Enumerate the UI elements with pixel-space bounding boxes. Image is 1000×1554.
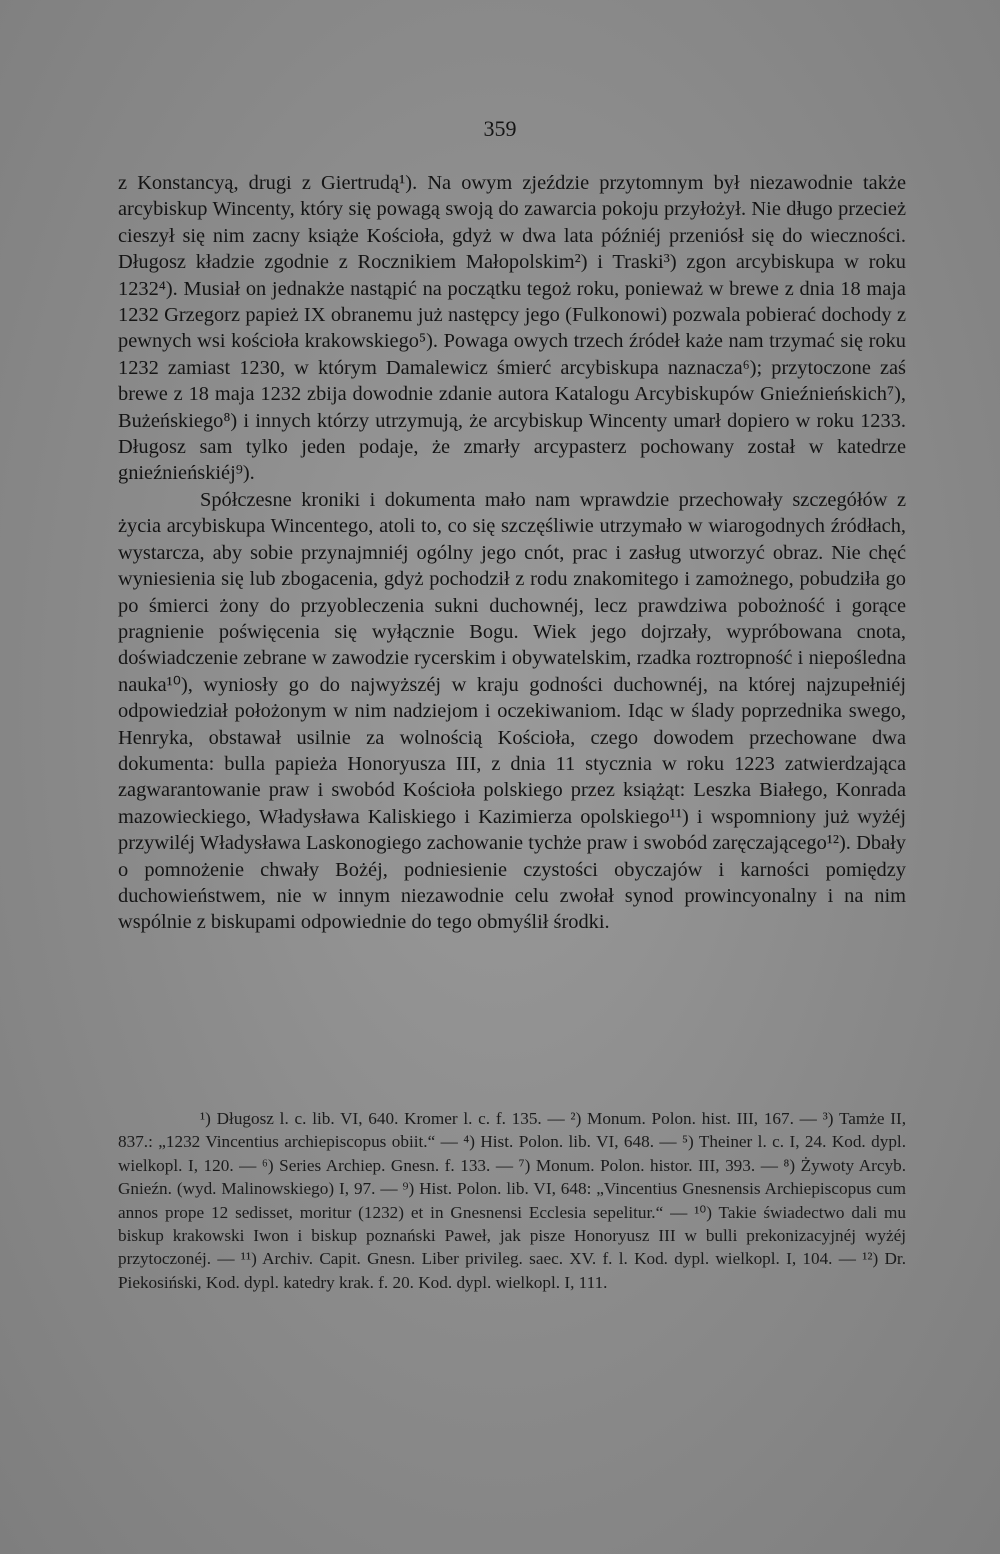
footnotes-text: ¹) Długosz l. c. lib. VI, 640. Kromer l. c. f. 135. — ²) Monum. Polon. hist. III, 167. — ³) Tamże II, 837.: „1232 Vincentius archiepiscopus obiit.“ — ⁴) Hist. Polon. lib. VI, 648. — ⁵) Theiner l. c. I, 24. Kod. dypl. wielkopl. I, 120. — ⁶) Series Archiep. Gnesn. f. 133. — ⁷) Monum. Polon. histor. III, 393. — ⁸) Żywoty Arcyb. Gnieźn. (wyd. Malinowskiego) I, 97. — ⁹) Hist. Polon. lib. VI, 648: „Vincentius Gnesnensis Archiepiscopus cum annos prope 12 sedisset, moritur (1232) et in Gnesnensi Ecclesia sepelitur.“ — ¹⁰) Takie świadectwo dali mu biskup krakowski Iwon i biskup poznański Paweł, jak pisze Honoryusz III w bulli prekonizacyjnéj wyżéj przytoczonéj. — ¹¹) Archiv. Capit. Gnesn. Liber privileg. saec. XV. f. l. Kod. dypl. wielkopl. I, 104. — ¹²) Dr. Piekosiński, Kod. dypl. katedry krak. f. 20. Kod. dypl. wielkopl. I, 111. bbox=[118, 1109, 906, 1292]
main-text bbox=[118, 170, 906, 936]
paragraph-2: Spółczesne kroniki i dokumenta mało nam wprawdzie przechowały szczegółów z życia arcybiskupa Wincentego, atoli to, co się szczęśliwie utrzymało w wiarogodnych źródłach, wystarcza, aby sobie przynajmniéj ogólny jego cnót, prac i zasług utworzyć obraz. Nie chęć wyniesienia się lub zbogacenia, gdyż pochodził z rodu znakomitego i zamożnego, pobudziła go po śmierci żony do przyobleczenia sukni duchownéj, lecz prawdziwa pobożność i gorące pragnienie poświęcenia się wyłącznie Bogu. Wiek jego dojrzały, wypróbowana cnota, doświadczenie zebrane w zawodzie rycerskim i obywatelskim, rzadka roztropność i niepośledna nauka¹⁰), wyniosły go do najwyższéj w kraju godności duchownéj, na której najzupełniéj odpowiedział położonym w nim nadziejom i oczekiwaniom. Idąc w ślady poprzednika swego, Henryka, obstawał usilnie za wolnością Kościoła, czego dowodem przechowane dwa dokumenta: bulla papieża Honoryusza III, z dnia 11 stycznia w roku 1223 zatwierdzająca zagwarantowanie praw i swobód Kościoła polskiego przez książąt: Leszka Białego, Konrada mazowieckiego, Władysława Kaliskiego i Kazimierza opolskiego¹¹) i wspomniony już wyżéj przywiléj Władysława Laskonogiego zachowanie tychże praw i swobód zaręczającego¹²). Dbały o pomnożenie chwały Bożéj, podniesienie czystości obyczajów i karności pomiędzy duchowieństwem, nie w innym niezawodnie celu zwołał synod prowincyonalny i na nim wspólnie z biskupami odpowiednie do tego obmyślił środki. bbox=[118, 488, 906, 934]
page-number: 359 bbox=[483, 116, 517, 141]
paragraph-1: z Konstancyą, drugi z Giertrudą¹). Na owym zjeździe przytomnym był niezawodnie także arcybiskup Wincenty, który się powagą swoją do zawarcia pokoju przyłożył. Nie długo przecież cieszył się nim zacny książe Kościoła, gdyż w dwa lata późniéj przeniósł się do wieczności. Długosz kładzie zgodnie z Rocznikiem Małopolskim²) i Traski³) zgon arcybiskupa w roku 1232⁴). Musiał on jednakże nastąpić na początku tegoż roku, ponieważ w brewe z dnia 18 maja 1232 Grzegorz papież IX obranemu już następcy jego (Fulkonowi) pozwala pobierać dochody z pewnych wsi kościoła krakowskiego⁵). Powaga owych trzech źródeł każe nam trzymać się roku 1232 zamiast 1230, w którym Damalewicz śmierć arcybiskupa naznacza⁶); przytoczone zaś brewe z 18 maja 1232 zbija dowodnie zdanie autora Katalogu Arcybiskupów Gnieźnieńskich⁷), Bużeńskiego⁸) i innych którzy utrzymują, że arcybiskup Wincenty umarł dopiero w roku 1233. Długosz sam tylko jeden podaje, że zmarły arcypasterz pochowany został w katedrze gnieźnieńskiéj⁹). bbox=[118, 172, 906, 485]
footnotes bbox=[118, 1107, 906, 1294]
